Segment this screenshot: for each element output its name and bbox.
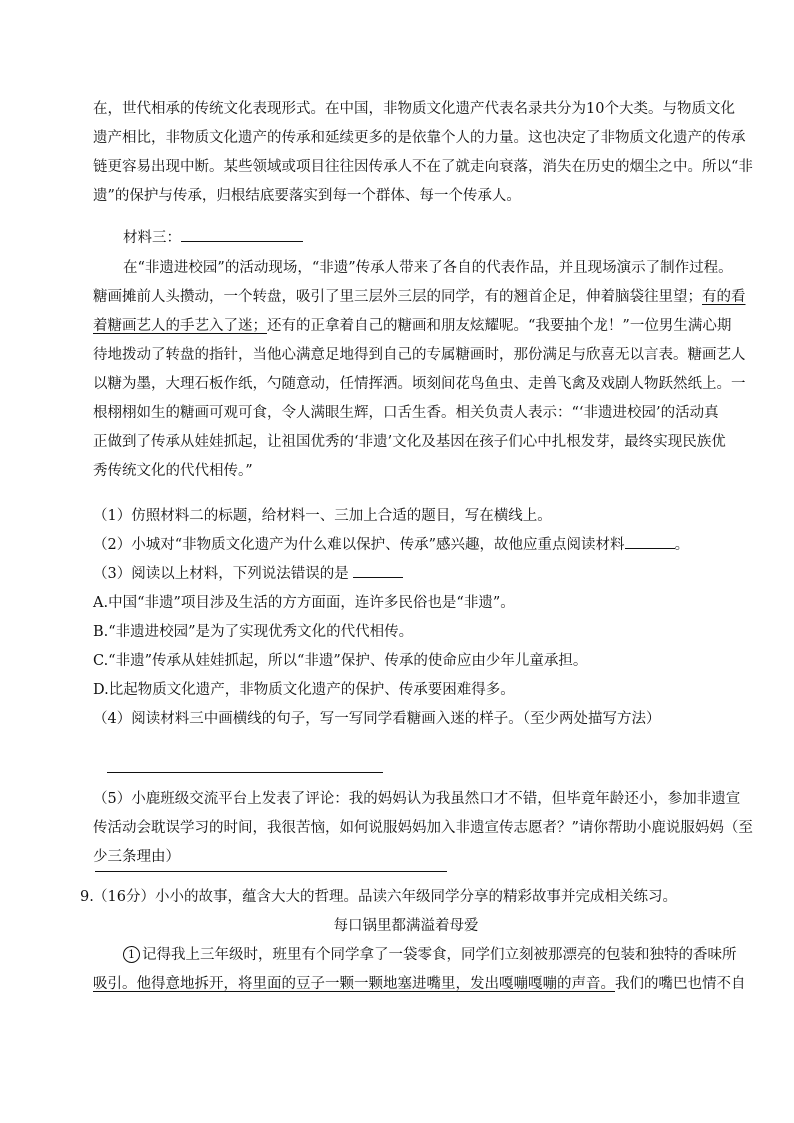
passage-line: 遗产相比，非物质文化遗产的传承和延续更多的是依靠个人的力量。这也决定了非物质文化遗产的传承 [93, 130, 746, 146]
story-paragraph-1 [93, 941, 737, 970]
material3-text: 还有的正拿着自己的糖画和朋友炫耀呢。“我要抽个龙！”一位男生满心期 [267, 318, 732, 334]
story-text: 记得我上三年级时，班里有个同学拿了一袋零食，同学们立刻被那漂亮的包装和独特的香味所 [142, 947, 737, 963]
material3-line: 在“非遗进校园”的活动现场，“非遗”传承人带来了各自的代表作品，并且现场演示了制作过程。 [123, 260, 733, 276]
material3-line [93, 312, 732, 341]
question-9-intro: （16分）小小的故事，蕴含大大的哲理。品读六年级同学分享的精彩故事并完成相关练习。 [93, 889, 677, 905]
material3-label: 材料三： [123, 230, 181, 246]
question-3-text: （3）阅读以上材料，下列说法错误的是 [93, 566, 349, 582]
question-5-line: （5）小鹿班级交流平台上发表了评论：我的妈妈认为我虽然口才不错，但毕竟年龄还小，参加非遗宣 [93, 791, 741, 807]
material3-line: 待地拨动了转盘的指针，当他心满意足地得到自己的专属糖画时，那份满足与欣喜无以言表。糖画艺人 [93, 347, 746, 363]
material3-line: 秀传统文化的代代相传。” [93, 463, 253, 479]
question-3 [93, 560, 719, 589]
story-title: 每口锅里都满溢着母爱 [333, 918, 479, 934]
option-d: D.比起物质文化遗产，非物质文化遗产的保护、传承要困难得多。 [93, 682, 515, 698]
material3-line: 根栩栩如生的糖画可观可食，令人满眼生辉，口舌生香。相关负责人表示：“‘非遗进校园’的活动真 [93, 405, 719, 421]
question-5 [93, 785, 753, 872]
option-b: B.“非遗进校园”是为了实现优秀文化的代代相传。 [93, 624, 414, 640]
material3-heading [93, 224, 719, 253]
answer-line-q4[interactable] [107, 772, 383, 773]
underlined-sentence: 吸引。他得意地拆开，将里面的豆子一颗一颗地塞进嘴里，发出嘎嘣嘎嘣的声音。 [93, 976, 615, 992]
material3-body [93, 254, 746, 486]
question-5-line: 少三条理由） [93, 849, 180, 865]
material3-line: 以糖为墨，大理石板作纸，勺随意动，任情挥洒。顷刻间花鸟鱼虫、走兽飞禽及戏剧人物跃然纸上。一 [93, 376, 746, 392]
answer-blank[interactable] [625, 534, 675, 549]
passage-line: 链更容易出现中断。某些领域或项目往往因传承人不在了就走向衰落，消失在历史的烟尘之中。所以“非 [93, 159, 753, 175]
option-a: A.中国“非遗”项目涉及生活的方方面面，连许多民俗也是“非遗”。 [93, 595, 515, 611]
underlined-sentence: 有的看 [702, 289, 746, 305]
material3-line [93, 283, 746, 312]
material3-line: 正做到了传承从娃娃抓起，让祖国优秀的‘非遗’文化及基因在孩子们心中扎根发芽，最终实现民族优 [93, 434, 726, 450]
material3-text: 糖画摊前人头攒动，一个转盘，吸引了里三层外三层的同学，有的翘首企足，伸着脑袋往里望； [93, 289, 702, 305]
option-c: C.“非遗”传承从娃娃抓起，所以“非遗”保护、传承的使命应由少年儿童承担。 [93, 653, 588, 669]
questions [93, 502, 719, 734]
question-5-line: 传活动会耽误学习的时间，我很苦恼，如何说服妈妈加入非遗宣传志愿者？”请你帮助小鹿说服妈妈（至 [93, 820, 753, 836]
passage-continuation [93, 95, 753, 211]
paragraph-number: 1 [123, 946, 140, 963]
question-4: （4）阅读材料三中画横线的句子，写一写同学看糖画入迷的样子。（至少两处描写方法） [93, 711, 661, 727]
material3-title-blank[interactable] [181, 227, 303, 242]
question-1: （1）仿照材料二的标题，给材料一、三加上合适的题目，写在横线上。 [93, 508, 552, 524]
passage-line: 在，世代相承的传统文化表现形式。在中国，非物质文化遗产代表名录共分为10个大类。与物质文化 [93, 101, 735, 117]
question-2-text: （2）小城对“非物质文化遗产为什么难以保护、传承”感兴趣，故他应重点阅读材料 [93, 537, 625, 553]
passage-line: 遗”的保护与传承，归根结底要落实到每一个群体、每一个传承人。 [93, 188, 521, 204]
question-2-end: 。 [674, 537, 690, 553]
story-text: 我们的嘴巴也情不自 [615, 976, 746, 992]
story-line [93, 970, 746, 999]
question-9 [93, 883, 746, 999]
question-2 [93, 531, 719, 560]
underlined-sentence: 着糖画艺人的手艺入了迷； [93, 318, 267, 334]
answer-blank[interactable] [353, 563, 403, 578]
question-9-number: 9. [80, 889, 94, 905]
answer-line-q5[interactable] [95, 871, 447, 872]
